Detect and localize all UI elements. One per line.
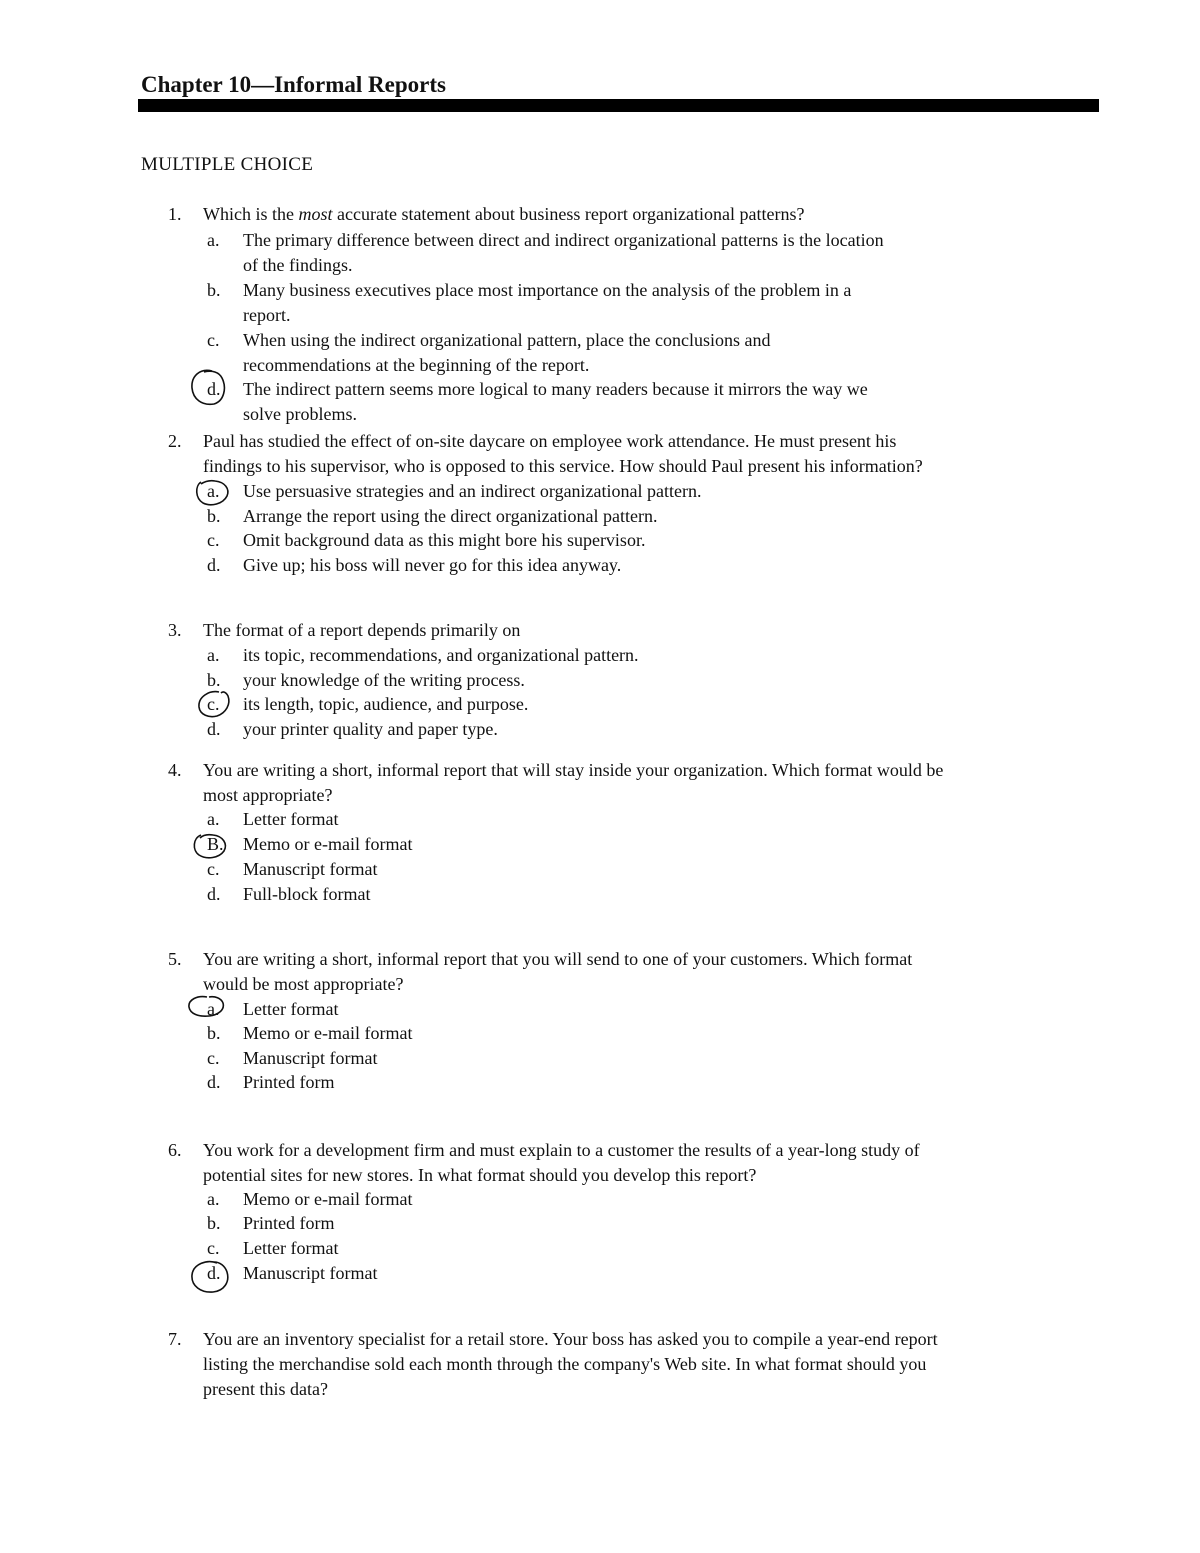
option-text: Manuscript format <box>243 859 378 879</box>
option-c <box>0 1236 1200 1261</box>
question-text-continued: present this data? <box>203 1379 328 1399</box>
option-letter: b. <box>207 506 221 526</box>
option-letter: d. <box>207 379 221 399</box>
question-text-part: Which is the <box>203 204 299 224</box>
option-letter: b. <box>207 670 221 690</box>
option-letter: a. <box>207 999 220 1019</box>
option-letter: B. <box>207 834 224 854</box>
option-b <box>0 832 1200 857</box>
option-text: Memo or e-mail format <box>243 1189 413 1209</box>
question-text: You are writing a short, informal report that you will send to one of your customers. Which format <box>203 949 913 969</box>
question-text-continued: would be most appropriate? <box>203 974 404 994</box>
question-text: You are an inventory specialist for a retail store. Your boss has asked you to compile a year-end report <box>203 1329 938 1349</box>
option-text: Give up; his boss will never go for this idea anyway. <box>243 555 622 575</box>
option-d <box>0 377 1200 424</box>
question-text: You work for a development firm and must explain to a customer the results of a year-long study of <box>203 1140 920 1160</box>
option-letter: a. <box>207 1189 220 1209</box>
option-letter: c. <box>207 694 220 714</box>
option-b <box>0 278 1200 325</box>
option-d <box>0 882 1200 907</box>
option-d <box>0 1261 1200 1286</box>
option-text: Omit background data as this might bore his supervisor. <box>243 530 646 550</box>
option-a <box>0 1187 1200 1212</box>
option-text: Use persuasive strategies and an indirect organizational pattern. <box>243 481 702 501</box>
question-number: 4. <box>168 760 182 780</box>
option-letter: a. <box>207 809 220 829</box>
question-text-emphasis: most <box>298 204 333 224</box>
option-text: Memo or e-mail format <box>243 1023 413 1043</box>
option-letter: a. <box>207 645 220 665</box>
option-letter: b. <box>207 280 221 300</box>
option-text-continued: report. <box>243 305 291 325</box>
question-number: 5. <box>168 949 182 969</box>
option-letter: d. <box>207 884 221 904</box>
option-text: Printed form <box>243 1213 335 1233</box>
option-text: When using the indirect organizational pattern, place the conclusions and <box>243 330 771 350</box>
question-text-continued: potential sites for new stores. In what format should you develop this report? <box>203 1165 757 1185</box>
option-text: your printer quality and paper type. <box>243 719 498 739</box>
option-letter: b. <box>207 1023 221 1043</box>
option-text: Memo or e-mail format <box>243 834 413 854</box>
option-c <box>0 528 1200 553</box>
chapter-title: Chapter 10—Informal Reports <box>141 72 446 97</box>
option-letter: d. <box>207 1263 221 1283</box>
question-text-continued: listing the merchandise sold each month through the company's Web site. In what format should you <box>203 1354 927 1374</box>
option-letter: c. <box>207 1238 220 1258</box>
option-text: your knowledge of the writing process. <box>243 670 525 690</box>
question-number: 2. <box>168 431 182 451</box>
option-c <box>0 1046 1200 1071</box>
question-text-continued: most appropriate? <box>203 785 333 805</box>
option-d <box>0 717 1200 742</box>
title-rule <box>138 99 1099 112</box>
option-d <box>0 553 1200 578</box>
option-text-continued: recommendations at the beginning of the report. <box>243 355 590 375</box>
option-text: Manuscript format <box>243 1048 378 1068</box>
option-a <box>0 228 1200 275</box>
option-letter: c. <box>207 530 220 550</box>
option-b <box>0 668 1200 693</box>
option-text: its topic, recommendations, and organizational pattern. <box>243 645 639 665</box>
question-text: Paul has studied the effect of on-site daycare on employee work attendance. He must present his <box>203 431 897 451</box>
option-letter: a. <box>207 230 220 250</box>
question-text <box>203 202 1103 227</box>
question-text-part: accurate statement about business report organizational patterns? <box>332 204 805 224</box>
option-text: Letter format <box>243 809 339 829</box>
option-b <box>0 504 1200 529</box>
option-letter: c. <box>207 1048 220 1068</box>
option-letter: d. <box>207 1072 221 1092</box>
question-text: The format of a report depends primarily on <box>203 620 521 640</box>
option-letter: c. <box>207 330 220 350</box>
option-b <box>0 1211 1200 1236</box>
question-number: 1. <box>168 204 182 224</box>
option-text: Letter format <box>243 999 339 1019</box>
option-text: The primary difference between direct and indirect organizational patterns is the location <box>243 230 884 250</box>
option-c <box>0 692 1200 717</box>
option-letter: c. <box>207 859 220 879</box>
question-text-continued: findings to his supervisor, who is opposed to this service. How should Paul present his information? <box>203 456 923 476</box>
question-number: 7. <box>168 1329 182 1349</box>
question-number: 3. <box>168 620 182 640</box>
option-text-continued: solve problems. <box>243 404 357 424</box>
option-text: Letter format <box>243 1238 339 1258</box>
option-c <box>0 857 1200 882</box>
option-text: The indirect pattern seems more logical to many readers because it mirrors the way we <box>243 379 868 399</box>
option-text-continued: of the findings. <box>243 255 353 275</box>
option-a <box>0 807 1200 832</box>
option-text: its length, topic, audience, and purpose. <box>243 694 529 714</box>
option-a <box>0 997 1200 1022</box>
option-letter: b. <box>207 1213 221 1233</box>
option-letter: a. <box>207 481 220 501</box>
option-d <box>0 1070 1200 1095</box>
option-letter: d. <box>207 555 221 575</box>
option-text: Manuscript format <box>243 1263 378 1283</box>
question-number: 6. <box>168 1140 182 1160</box>
option-c <box>0 328 1200 375</box>
option-text: Arrange the report using the direct organizational pattern. <box>243 506 658 526</box>
option-a <box>0 479 1200 504</box>
option-text: Printed form <box>243 1072 335 1092</box>
section-heading: MULTIPLE CHOICE <box>141 154 314 175</box>
option-letter: d. <box>207 719 221 739</box>
option-b <box>0 1021 1200 1046</box>
option-a <box>0 643 1200 668</box>
question-text: You are writing a short, informal report that will stay inside your organization. Which format would be <box>203 760 944 780</box>
option-text: Many business executives place most importance on the analysis of the problem in a <box>243 280 852 300</box>
option-text: Full-block format <box>243 884 371 904</box>
